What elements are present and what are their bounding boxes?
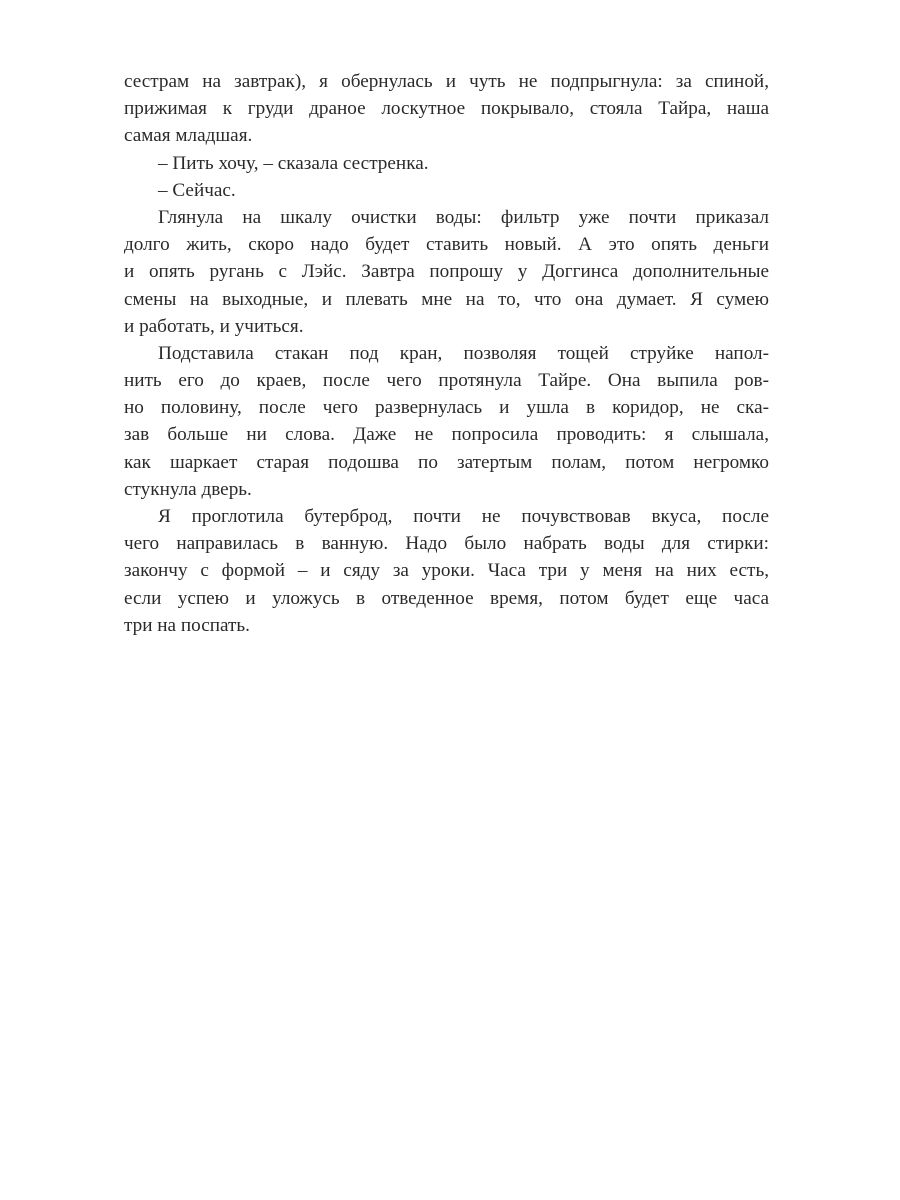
- paragraph: [124, 204, 769, 340]
- body-text: [124, 68, 769, 639]
- text-line: нить его до краев, после чего протянула Тайре. Она выпила ров-: [124, 370, 769, 392]
- text-line: – Пить хочу, – сказала сестренка.: [158, 152, 429, 174]
- text-line: сестрам на завтрак), я обернулась и чуть не подпрыгнула: за спиной,: [124, 71, 769, 92]
- dialogue-line: [124, 177, 769, 204]
- paragraph: [124, 503, 769, 639]
- text-line: прижимая к груди драное лоскутное покрывало, стояла Тайра, наша: [124, 98, 769, 120]
- text-line: самая младшая.: [124, 125, 253, 147]
- text-line: но половину, после чего развернулась и ушла в коридор, не ска-: [124, 397, 769, 419]
- text-line: если успею и уложусь в отведенное время, потом будет еще часа: [124, 587, 769, 609]
- text-line: смены на выходные, и плевать мне на то, что она думает. Я сумею: [124, 288, 769, 310]
- text-line: Подставила стакан под кран, позволяя тощей струйке напол-: [158, 342, 769, 364]
- text-line: – Сейчас.: [158, 179, 236, 201]
- text-line: закончу с формой – и сяду за уроки. Часа три у меня на них есть,: [124, 560, 769, 582]
- text-line: долго жить, скоро надо будет ставить новый. А это опять деньги: [124, 234, 769, 256]
- paragraph: [124, 68, 769, 150]
- text-line: и работать, и учиться.: [124, 315, 304, 337]
- text-line: три на поспать.: [124, 614, 250, 636]
- dialogue-line: [124, 150, 769, 177]
- text-line: как шаркает старая подошва по затертым полам, потом негромко: [124, 451, 769, 473]
- text-line: Глянула на шкалу очистки воды: фильтр уже почти приказал: [158, 206, 769, 228]
- text-line: и опять ругань с Лэйс. Завтра попрошу у Доггинса дополнительные: [124, 261, 769, 283]
- text-line: чего направилась в ванную. Надо было набрать воды для стирки:: [124, 533, 769, 555]
- paragraph: [124, 340, 769, 503]
- text-line: стукнула дверь.: [124, 478, 252, 500]
- text-line: зав больше ни слова. Даже не попросила проводить: я слышала,: [124, 424, 769, 446]
- text-line: Я проглотила бутерброд, почти не почувствовав вкуса, после: [158, 506, 769, 527]
